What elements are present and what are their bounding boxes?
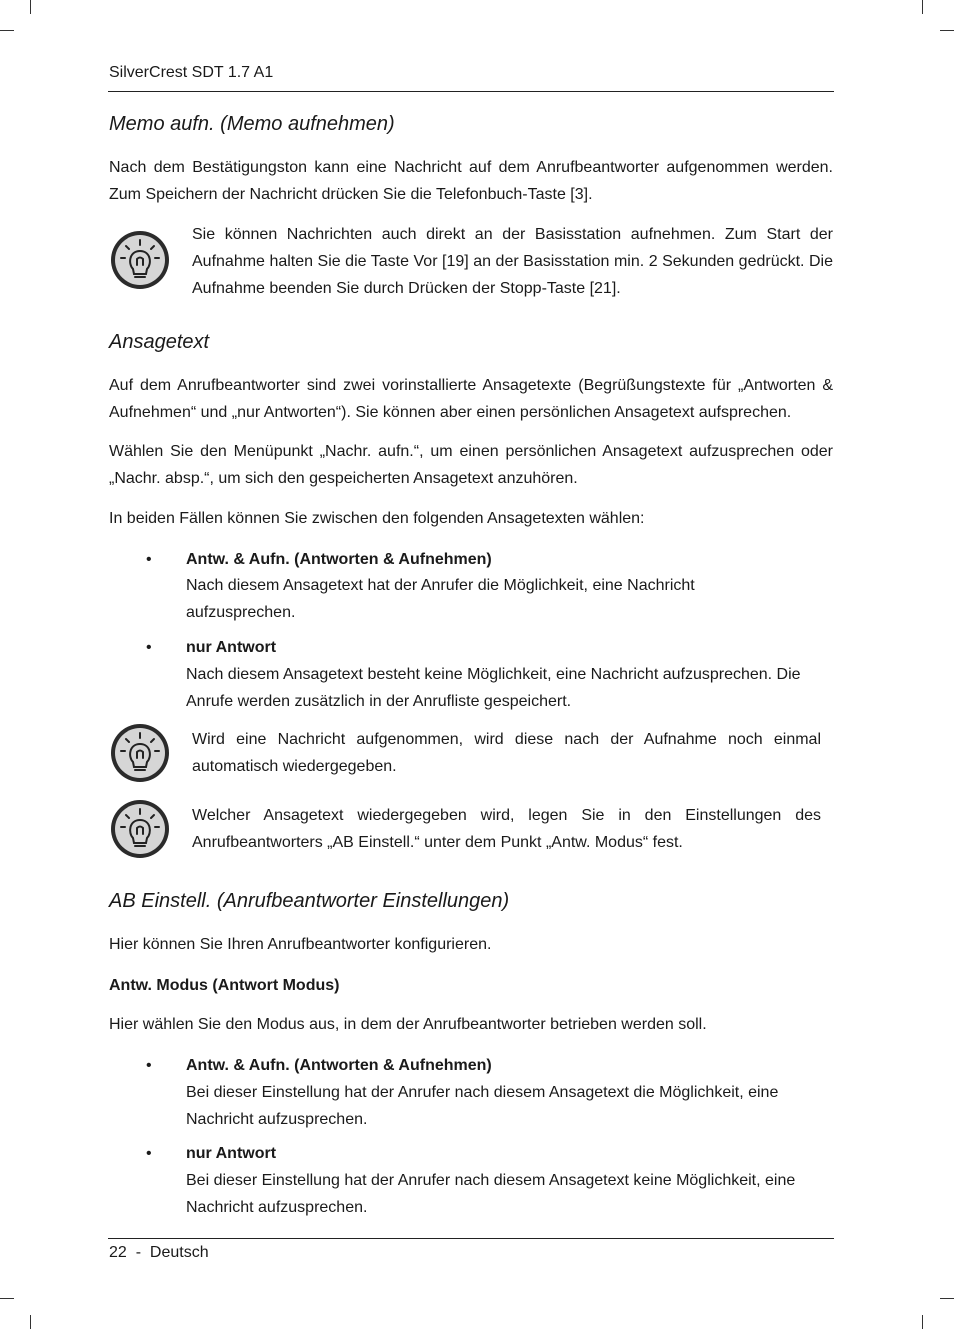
section-heading-ab-einstell: AB Einstell. (Anrufbeantworter Einstellungen) — [109, 890, 510, 912]
crop-mark — [922, 0, 923, 14]
subheading-antw-modus: Antw. Modus (Antwort Modus) — [109, 977, 340, 994]
bullet-text: Bei dieser Einstellung hat der Anrufer nach diesem Ansagetext keine Möglichkeit, eine Nachricht aufzusprechen. — [186, 1172, 796, 1216]
crop-mark — [30, 0, 31, 14]
bullet-text: Bei dieser Einstellung hat der Anrufer nach diesem Ansagetext die Möglichkeit, eine Nachricht aufzusprechen. — [186, 1084, 779, 1128]
lightbulb-icon — [109, 722, 171, 784]
bullet: • — [146, 639, 152, 656]
footer-rule — [108, 1238, 834, 1239]
header-rule — [108, 91, 834, 92]
lightbulb-icon — [109, 798, 171, 860]
bullet-title: Antw. & Aufn. (Antworten & Aufnehmen) — [186, 1057, 492, 1074]
bullet-text: Nach diesem Ansagetext hat der Anrufer die Möglichkeit, eine Nachricht aufzusprechen. — [186, 577, 695, 621]
tip-text: Sie können Nachrichten auch direkt an der Basisstation aufnehmen. Zum Start der Aufnahme halten Sie die Taste Vor [19] an der Basisstation min. 2 Sekunden gedrückt. Die Aufnahme beenden Sie durch Drücken der Stopp-Taste [21]. — [192, 226, 833, 297]
running-header: SilverCrest SDT 1.7 A1 — [109, 64, 274, 81]
bullet-title: Antw. & Aufn. (Antworten & Aufnehmen) — [186, 551, 492, 568]
bullet-text: Nach diesem Ansagetext besteht keine Möglichkeit, eine Nachricht aufzusprechen. Die Anrufe werden zusätzlich in der Anrufliste gespeichert. — [186, 666, 801, 710]
section-heading-memo: Memo aufn. (Memo aufnehmen) — [109, 113, 395, 135]
crop-mark — [940, 30, 954, 31]
page-footer: 22 - Deutsch — [109, 1244, 209, 1261]
tip-text: Welcher Ansagetext wiedergegeben wird, legen Sie in den Einstellungen des Anrufbeantworters „AB Einstell.“ unter dem Punkt „Antw. Modus“ fest. — [192, 807, 821, 851]
ansagetext-paragraph-1: Auf dem Anrufbeantworter sind zwei vorinstallierte Ansagetexte (Begrüßungstexte für „Antworten & Aufnehmen“ und „nur Antworten“). Sie können aber einen persönlichen Ansagetext aufsprechen. — [109, 377, 833, 421]
bullet-title: nur Antwort — [186, 1145, 277, 1162]
section-heading-ansagetext: Ansagetext — [109, 331, 210, 353]
memo-paragraph: Nach dem Bestätigungston kann eine Nachricht auf dem Anrufbeantworter aufgenommen werden. Zum Speichern der Nachricht drücken Sie die Telefonbuch-Taste [3]. — [109, 159, 833, 203]
ansagetext-paragraph-3: In beiden Fällen können Sie zwischen den folgenden Ansagetexten wählen: — [109, 510, 645, 527]
tip-text: Wird eine Nachricht aufgenommen, wird diese nach der Aufnahme noch einmal automatisch wiedergegeben. — [192, 731, 821, 775]
bullet: • — [146, 1057, 152, 1074]
ab-einstell-paragraph-2: Hier wählen Sie den Modus aus, in dem der Anrufbeantworter betrieben werden soll. — [109, 1016, 707, 1033]
ab-einstell-paragraph-1: Hier können Sie Ihren Anrufbeantworter konfigurieren. — [109, 936, 492, 953]
lightbulb-icon — [109, 229, 171, 291]
ansagetext-paragraph-2: Wählen Sie den Menüpunkt „Nachr. aufn.“, um einen persönlichen Ansagetext aufzusprechen oder „Nachr. absp.“, um sich den gespeicherten Ansagetext anzuhören. — [109, 443, 833, 487]
bullet: • — [146, 1145, 152, 1162]
bullet: • — [146, 551, 152, 568]
crop-mark — [922, 1315, 923, 1329]
crop-mark — [0, 30, 14, 31]
crop-mark — [30, 1315, 31, 1329]
bullet-title: nur Antwort — [186, 639, 277, 656]
crop-mark — [940, 1298, 954, 1299]
crop-mark — [0, 1298, 14, 1299]
